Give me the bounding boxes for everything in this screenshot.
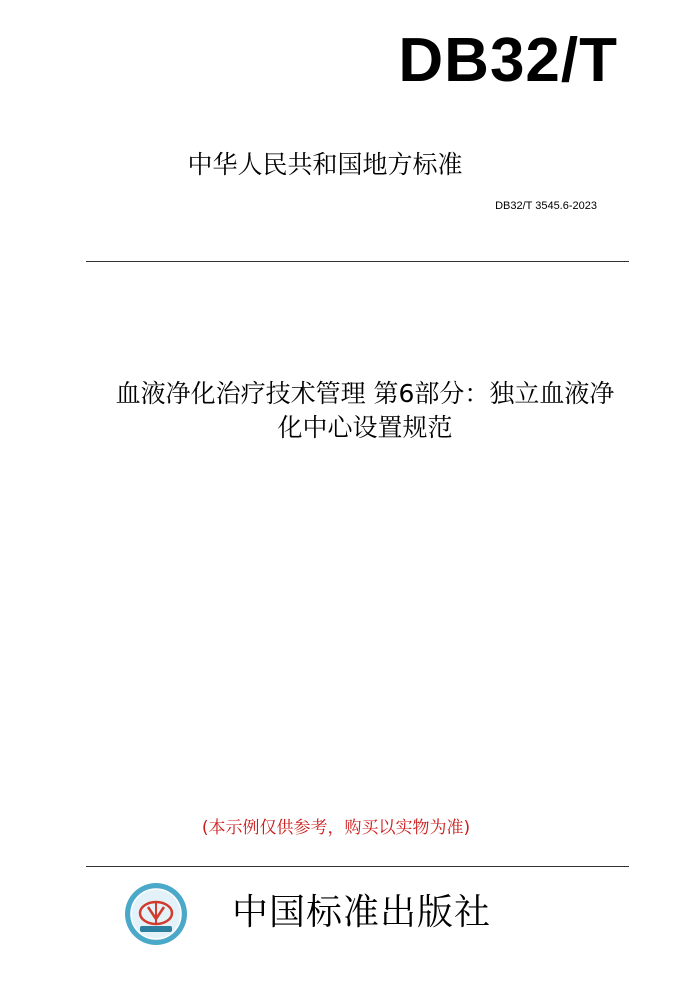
- standard-number: DB32/T 3545.6-2023: [495, 200, 597, 212]
- sample-disclaimer-text: (本示例仅供参考，购买以实物为准): [201, 818, 471, 838]
- document-title-line-1: 血液净化治疗技术管理 第6部分：独立血液净: [115, 379, 615, 408]
- document-title: [55, 377, 675, 445]
- standard-code-heading: DB32/T: [398, 26, 618, 95]
- standard-type-title: [0, 150, 700, 180]
- bottom-divider: [86, 866, 629, 867]
- top-divider: [86, 261, 629, 262]
- publisher-name: 中国标准出版社: [232, 892, 492, 933]
- standard-type-text: 中华人民共和国地方标准: [187, 150, 463, 179]
- publisher-emblem-icon: [124, 882, 188, 946]
- sample-disclaimer: [0, 818, 700, 838]
- document-title-line-2: 化中心设置规范: [277, 413, 453, 442]
